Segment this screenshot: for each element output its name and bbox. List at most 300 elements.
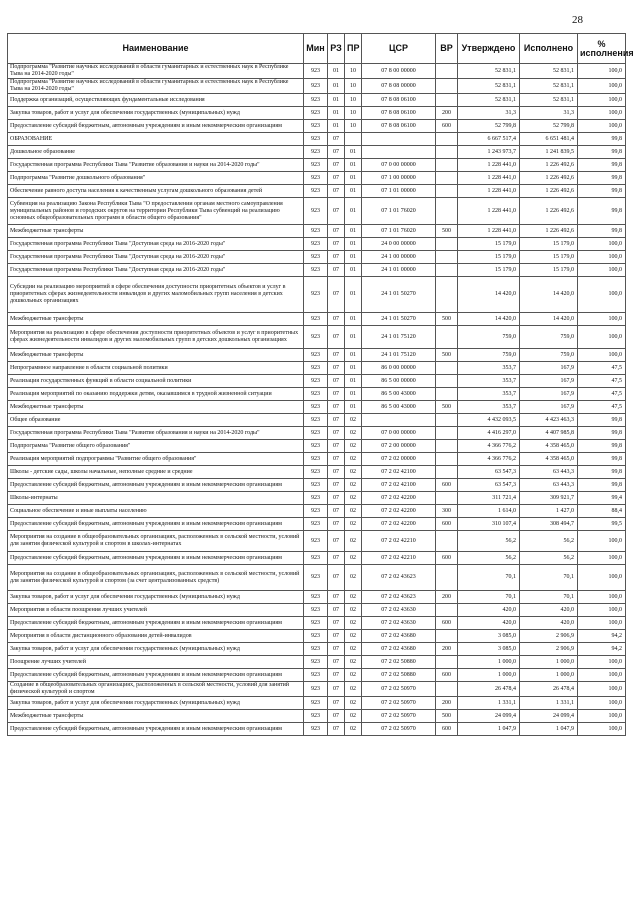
cell-name: Реализация мероприятий по оказанию поддержки детям, оказавшимся в трудной жизненной ситуации	[8, 388, 304, 401]
cell-subsection: 01	[345, 225, 362, 238]
cell-expense-type	[436, 264, 458, 277]
column-header-section: РЗ	[328, 34, 345, 64]
cell-section: 01	[328, 79, 345, 94]
table-row	[8, 251, 626, 264]
cell-expense-type	[436, 198, 458, 225]
cell-executed: 14 420,0	[520, 313, 578, 326]
table-row	[8, 185, 626, 198]
cell-section: 07	[328, 682, 345, 697]
cell-approved: 420,0	[458, 617, 520, 630]
cell-target-article: 07 2 02 43630	[362, 617, 436, 630]
cell-section: 07	[328, 251, 345, 264]
table-row	[8, 479, 626, 492]
cell-expense-type: 200	[436, 697, 458, 710]
cell-target-article: 07 1 01 76020	[362, 198, 436, 225]
table-row	[8, 414, 626, 427]
cell-target-article: 07 2 02 43680	[362, 630, 436, 643]
cell-subsection: 02	[345, 591, 362, 604]
cell-section: 07	[328, 453, 345, 466]
cell-target-article: 24 1 01 00000	[362, 264, 436, 277]
cell-approved: 56,2	[458, 552, 520, 565]
column-header-name: Наименование	[8, 34, 304, 64]
cell-ministry: 923	[304, 531, 328, 552]
table-row	[8, 238, 626, 251]
cell-approved: 759,0	[458, 349, 520, 362]
cell-name: Подпрограмма "Развитие научных исследований в области гуманитарных и естественных наук в Республике Тыва на 2014-2020 годы"	[8, 64, 304, 79]
cell-subsection: 02	[345, 552, 362, 565]
table-row	[8, 313, 626, 326]
cell-executed: 2 906,9	[520, 643, 578, 656]
cell-subsection	[345, 133, 362, 146]
cell-section: 07	[328, 326, 345, 349]
cell-approved: 1 000,0	[458, 656, 520, 669]
cell-ministry: 923	[304, 107, 328, 120]
cell-target-article: 07 2 02 43623	[362, 591, 436, 604]
cell-subsection: 10	[345, 120, 362, 133]
cell-expense-type	[436, 159, 458, 172]
cell-name: Государственная программа Республики Тыва "Доступная среда на 2016-2020 годы"	[8, 238, 304, 251]
cell-subsection: 02	[345, 656, 362, 669]
cell-approved: 1 000,0	[458, 669, 520, 682]
cell-section: 07	[328, 505, 345, 518]
cell-approved: 3 085,0	[458, 630, 520, 643]
cell-ministry: 923	[304, 326, 328, 349]
cell-expense-type: 500	[436, 710, 458, 723]
cell-target-article: 07 2 02 43680	[362, 643, 436, 656]
cell-approved: 1 228 441,0	[458, 159, 520, 172]
table-row	[8, 669, 626, 682]
cell-subsection: 02	[345, 427, 362, 440]
cell-executed: 1 427,0	[520, 505, 578, 518]
cell-ministry: 923	[304, 440, 328, 453]
table-row	[8, 604, 626, 617]
column-header-target-article: ЦСР	[362, 34, 436, 64]
cell-percent: 100,0	[578, 326, 626, 349]
cell-name: Подпрограмма "Развитие дошкольного образования"	[8, 172, 304, 185]
table-row	[8, 362, 626, 375]
cell-ministry: 923	[304, 414, 328, 427]
cell-percent: 100,0	[578, 710, 626, 723]
cell-percent: 100,0	[578, 313, 626, 326]
cell-approved: 1 243 973,7	[458, 146, 520, 159]
table-row	[8, 552, 626, 565]
cell-expense-type	[436, 94, 458, 107]
cell-percent: 99,8	[578, 225, 626, 238]
cell-section: 07	[328, 617, 345, 630]
cell-executed: 4 358 465,0	[520, 440, 578, 453]
cell-ministry: 923	[304, 617, 328, 630]
budget-execution-table	[7, 33, 634, 736]
cell-executed: 63 443,3	[520, 479, 578, 492]
cell-executed: 6 651 481,4	[520, 133, 578, 146]
cell-percent: 99,8	[578, 414, 626, 427]
cell-expense-type	[436, 64, 458, 79]
cell-target-article: 86 5 00 00000	[362, 375, 436, 388]
cell-ministry: 923	[304, 453, 328, 466]
cell-name: Субсидии на реализацию мероприятий в сфере обеспечения доступности приоритетных объектов и услуг в приоритетных сферах жизнедеятельности инвалидов и других маломобильных групп населения в детских дошкольных организациях	[8, 277, 304, 313]
cell-approved: 420,0	[458, 604, 520, 617]
cell-percent: 100,0	[578, 682, 626, 697]
cell-ministry: 923	[304, 120, 328, 133]
table-row	[8, 79, 626, 94]
cell-percent: 47,5	[578, 388, 626, 401]
table-row	[8, 617, 626, 630]
cell-ministry: 923	[304, 362, 328, 375]
column-header-expense-type: ВР	[436, 34, 458, 64]
cell-expense-type: 600	[436, 518, 458, 531]
cell-name: Государственная программа Республики Тыва "Развитие образования и науки на 2014-2020 годы"	[8, 159, 304, 172]
cell-ministry: 923	[304, 225, 328, 238]
cell-target-article: 07 8 08 06100	[362, 107, 436, 120]
cell-section: 07	[328, 375, 345, 388]
cell-subsection: 01	[345, 349, 362, 362]
cell-ministry: 923	[304, 710, 328, 723]
cell-section: 07	[328, 133, 345, 146]
cell-name: Государственная программа Республики Тыва "Доступная среда на 2016-2020 годы"	[8, 264, 304, 277]
cell-section: 01	[328, 107, 345, 120]
cell-expense-type: 500	[436, 225, 458, 238]
cell-percent: 100,0	[578, 531, 626, 552]
cell-approved: 70,1	[458, 591, 520, 604]
cell-approved: 1 228 441,0	[458, 198, 520, 225]
cell-expense-type	[436, 146, 458, 159]
table-row	[8, 107, 626, 120]
cell-target-article: 07 2 02 50970	[362, 710, 436, 723]
cell-target-article	[362, 133, 436, 146]
cell-expense-type	[436, 531, 458, 552]
cell-name: Мероприятия в области поощрения лучших учителей	[8, 604, 304, 617]
cell-target-article: 24 1 01 50270	[362, 277, 436, 313]
cell-name: Межбюджетные трансферты	[8, 710, 304, 723]
cell-approved: 4 366 776,2	[458, 453, 520, 466]
cell-executed: 308 494,7	[520, 518, 578, 531]
cell-approved: 15 179,0	[458, 238, 520, 251]
cell-ministry: 923	[304, 79, 328, 94]
cell-percent: 100,0	[578, 697, 626, 710]
cell-expense-type: 300	[436, 505, 458, 518]
cell-expense-type	[436, 362, 458, 375]
cell-subsection: 01	[345, 326, 362, 349]
cell-percent: 100,0	[578, 264, 626, 277]
cell-executed: 24 099,4	[520, 710, 578, 723]
cell-executed: 1 241 839,5	[520, 146, 578, 159]
cell-target-article: 07 1 01 76020	[362, 225, 436, 238]
cell-subsection: 02	[345, 531, 362, 552]
cell-expense-type	[436, 388, 458, 401]
cell-percent: 100,0	[578, 617, 626, 630]
cell-name: Предоставление субсидий бюджетным, автономным учреждениям и иным некоммерческим организациям	[8, 552, 304, 565]
cell-executed: 52 831,1	[520, 64, 578, 79]
cell-section: 07	[328, 349, 345, 362]
table-row	[8, 94, 626, 107]
cell-executed: 52 831,1	[520, 94, 578, 107]
cell-expense-type: 500	[436, 313, 458, 326]
cell-subsection: 02	[345, 492, 362, 505]
cell-name: Мероприятия в области дистанционного образования детей-инвалидов	[8, 630, 304, 643]
cell-name: Предоставление субсидий бюджетным, автономным учреждениям и иным некоммерческим организациям	[8, 669, 304, 682]
cell-section: 07	[328, 552, 345, 565]
cell-target-article: 07 2 02 42100	[362, 479, 436, 492]
cell-approved: 1 614,0	[458, 505, 520, 518]
table-row	[8, 697, 626, 710]
cell-expense-type	[436, 251, 458, 264]
table-row	[8, 133, 626, 146]
cell-name: Межбюджетные трансферты	[8, 225, 304, 238]
cell-subsection: 01	[345, 198, 362, 225]
cell-percent: 100,0	[578, 94, 626, 107]
cell-name: Предоставление субсидий бюджетным, автономным учреждениям и иным некоммерческим организациям	[8, 617, 304, 630]
cell-expense-type	[436, 565, 458, 591]
cell-approved: 63 547,3	[458, 479, 520, 492]
cell-approved: 353,7	[458, 388, 520, 401]
cell-target-article: 24 1 01 75120	[362, 326, 436, 349]
cell-subsection: 02	[345, 643, 362, 656]
cell-percent: 99,4	[578, 492, 626, 505]
cell-executed: 26 478,4	[520, 682, 578, 697]
column-header-percent: % исполнения	[578, 34, 626, 64]
page-number: 28	[572, 14, 583, 26]
cell-approved: 4 366 776,2	[458, 440, 520, 453]
cell-target-article: 24 1 00 00000	[362, 251, 436, 264]
cell-expense-type: 600	[436, 669, 458, 682]
cell-name: Подпрограмма "Развитие научных исследований в области гуманитарных и естественных наук в Республике Тыва на 2014-2020 годы"	[8, 79, 304, 94]
cell-name: Школы-интернаты	[8, 492, 304, 505]
cell-section: 07	[328, 225, 345, 238]
cell-target-article: 07 8 08 06100	[362, 120, 436, 133]
cell-executed: 1 226 492,6	[520, 198, 578, 225]
cell-section: 07	[328, 185, 345, 198]
cell-expense-type	[436, 238, 458, 251]
cell-target-article: 07 2 02 43630	[362, 604, 436, 617]
cell-executed: 759,0	[520, 349, 578, 362]
cell-name: Предоставление субсидий бюджетным, автономным учреждениям и иным некоммерческим организациям	[8, 479, 304, 492]
cell-section: 07	[328, 710, 345, 723]
table-row	[8, 264, 626, 277]
cell-ministry: 923	[304, 427, 328, 440]
cell-subsection: 02	[345, 630, 362, 643]
cell-percent: 99,8	[578, 133, 626, 146]
cell-target-article: 07 0 00 00000	[362, 427, 436, 440]
cell-percent: 100,0	[578, 669, 626, 682]
cell-target-article: 07 0 00 00000	[362, 159, 436, 172]
cell-subsection: 01	[345, 375, 362, 388]
cell-subsection: 02	[345, 505, 362, 518]
cell-percent: 100,0	[578, 251, 626, 264]
cell-percent: 100,0	[578, 349, 626, 362]
cell-expense-type	[436, 427, 458, 440]
table-row	[8, 64, 626, 79]
table-row	[8, 518, 626, 531]
cell-percent: 99,8	[578, 159, 626, 172]
cell-percent: 99,8	[578, 172, 626, 185]
cell-approved: 52 831,1	[458, 79, 520, 94]
cell-section: 07	[328, 591, 345, 604]
cell-executed: 56,2	[520, 531, 578, 552]
cell-name: Поддержка организаций, осуществляющих фундаментальные исследования	[8, 94, 304, 107]
cell-section: 07	[328, 565, 345, 591]
cell-executed: 1 226 492,6	[520, 159, 578, 172]
cell-name: Общее образование	[8, 414, 304, 427]
cell-approved: 1 047,9	[458, 723, 520, 736]
cell-subsection: 02	[345, 669, 362, 682]
cell-executed: 420,0	[520, 617, 578, 630]
cell-name: Подпрограмма "Развитие общего образования"	[8, 440, 304, 453]
column-header-approved: Утверждено	[458, 34, 520, 64]
cell-ministry: 923	[304, 669, 328, 682]
cell-approved: 63 547,3	[458, 466, 520, 479]
cell-ministry: 923	[304, 349, 328, 362]
cell-name: Социальное обеспечение и иные выплаты населению	[8, 505, 304, 518]
cell-approved: 70,1	[458, 565, 520, 591]
cell-name: Создание в общеобразовательных организациях, расположенных в сельской местности, условий для занятий физической культурой и спортом	[8, 682, 304, 697]
cell-section: 01	[328, 94, 345, 107]
cell-target-article: 24 0 00 00000	[362, 238, 436, 251]
cell-expense-type: 200	[436, 643, 458, 656]
cell-expense-type: 600	[436, 617, 458, 630]
cell-section: 07	[328, 466, 345, 479]
cell-executed: 2 906,9	[520, 630, 578, 643]
cell-ministry: 923	[304, 479, 328, 492]
cell-subsection: 10	[345, 64, 362, 79]
cell-subsection: 02	[345, 723, 362, 736]
cell-expense-type: 600	[436, 723, 458, 736]
table-row	[8, 505, 626, 518]
cell-approved: 31,3	[458, 107, 520, 120]
cell-ministry: 923	[304, 198, 328, 225]
cell-subsection: 01	[345, 238, 362, 251]
cell-subsection: 01	[345, 172, 362, 185]
cell-expense-type	[436, 466, 458, 479]
cell-section: 07	[328, 656, 345, 669]
cell-subsection: 02	[345, 710, 362, 723]
cell-percent: 94,2	[578, 630, 626, 643]
cell-target-article: 07 2 02 50970	[362, 697, 436, 710]
cell-expense-type	[436, 414, 458, 427]
cell-section: 07	[328, 723, 345, 736]
cell-expense-type	[436, 326, 458, 349]
cell-name: ОБРАЗОВАНИЕ	[8, 133, 304, 146]
cell-section: 07	[328, 643, 345, 656]
cell-section: 07	[328, 238, 345, 251]
cell-subsection: 02	[345, 414, 362, 427]
cell-executed: 4 407 985,8	[520, 427, 578, 440]
cell-section: 07	[328, 146, 345, 159]
cell-ministry: 923	[304, 313, 328, 326]
cell-expense-type	[436, 630, 458, 643]
cell-ministry: 923	[304, 238, 328, 251]
table-row	[8, 198, 626, 225]
cell-ministry: 923	[304, 552, 328, 565]
cell-section: 07	[328, 264, 345, 277]
cell-target-article: 86 5 00 43000	[362, 401, 436, 414]
cell-approved: 14 420,0	[458, 277, 520, 313]
cell-target-article: 24 1 01 75120	[362, 349, 436, 362]
cell-ministry: 923	[304, 401, 328, 414]
cell-approved: 52 799,8	[458, 120, 520, 133]
cell-percent: 99,8	[578, 440, 626, 453]
table-row	[8, 492, 626, 505]
cell-percent: 99,8	[578, 466, 626, 479]
cell-expense-type	[436, 453, 458, 466]
cell-name: Закупка товаров, работ и услуг для обеспечения государственных (муниципальных) нужд	[8, 697, 304, 710]
cell-target-article: 07 2 02 42210	[362, 531, 436, 552]
cell-subsection: 02	[345, 565, 362, 591]
cell-name: Предоставление субсидий бюджетным, автономным учреждениям и иным некоммерческим организациям	[8, 120, 304, 133]
cell-section: 07	[328, 427, 345, 440]
cell-target-article: 07 8 08 00000	[362, 79, 436, 94]
cell-section: 07	[328, 414, 345, 427]
table-row	[8, 656, 626, 669]
cell-target-article: 07 2 02 42200	[362, 492, 436, 505]
cell-ministry: 923	[304, 251, 328, 264]
cell-approved: 56,2	[458, 531, 520, 552]
cell-executed: 1 000,0	[520, 656, 578, 669]
cell-percent: 100,0	[578, 604, 626, 617]
cell-section: 07	[328, 531, 345, 552]
cell-approved: 24 099,4	[458, 710, 520, 723]
table-row	[8, 146, 626, 159]
cell-ministry: 923	[304, 133, 328, 146]
cell-target-article	[362, 146, 436, 159]
cell-executed: 1 047,9	[520, 723, 578, 736]
cell-subsection: 02	[345, 518, 362, 531]
cell-percent: 100,0	[578, 723, 626, 736]
table-row	[8, 723, 626, 736]
cell-percent: 99,5	[578, 518, 626, 531]
cell-percent: 100,0	[578, 238, 626, 251]
cell-name: Мероприятия на реализацию в сфере обеспечения доступности приоритетных объектов и услуг в приоритетных сферах жизнедеятельности инвалидов и других маломобильных групп в детских дошкольных организациях	[8, 326, 304, 349]
cell-name: Реализация государственных функций в области социальной политики	[8, 375, 304, 388]
cell-target-article: 07 8 08 06100	[362, 94, 436, 107]
cell-name: Предоставление субсидий бюджетным, автономным учреждениям и иным некоммерческим организациям	[8, 518, 304, 531]
cell-name: Государственная программа Республики Тыва "Доступная среда на 2016-2020 годы"	[8, 251, 304, 264]
cell-ministry: 923	[304, 172, 328, 185]
cell-executed: 70,1	[520, 591, 578, 604]
cell-approved: 1 228 441,0	[458, 225, 520, 238]
table-row	[8, 591, 626, 604]
cell-approved: 52 831,1	[458, 64, 520, 79]
cell-executed: 52 799,8	[520, 120, 578, 133]
cell-percent: 99,8	[578, 427, 626, 440]
cell-percent: 100,0	[578, 656, 626, 669]
cell-approved: 1 331,1	[458, 697, 520, 710]
cell-ministry: 923	[304, 375, 328, 388]
cell-percent: 47,5	[578, 401, 626, 414]
table-row	[8, 159, 626, 172]
cell-subsection: 02	[345, 440, 362, 453]
cell-section: 07	[328, 479, 345, 492]
cell-approved: 353,7	[458, 401, 520, 414]
cell-section: 07	[328, 277, 345, 313]
cell-expense-type: 200	[436, 591, 458, 604]
cell-ministry: 923	[304, 565, 328, 591]
cell-executed: 1 226 492,6	[520, 185, 578, 198]
cell-expense-type	[436, 656, 458, 669]
cell-executed: 759,0	[520, 326, 578, 349]
cell-name: Поощрение лучших учителей	[8, 656, 304, 669]
cell-section: 07	[328, 630, 345, 643]
cell-name: Государственная программа Республики Тыва "Развитие образования и науки на 2014-2020 годы"	[8, 427, 304, 440]
cell-executed: 56,2	[520, 552, 578, 565]
cell-executed: 167,9	[520, 375, 578, 388]
cell-ministry: 923	[304, 697, 328, 710]
cell-section: 07	[328, 172, 345, 185]
cell-subsection: 01	[345, 313, 362, 326]
column-header-executed: Исполнено	[520, 34, 578, 64]
cell-approved: 310 107,4	[458, 518, 520, 531]
cell-subsection: 01	[345, 388, 362, 401]
cell-executed: 70,1	[520, 565, 578, 591]
